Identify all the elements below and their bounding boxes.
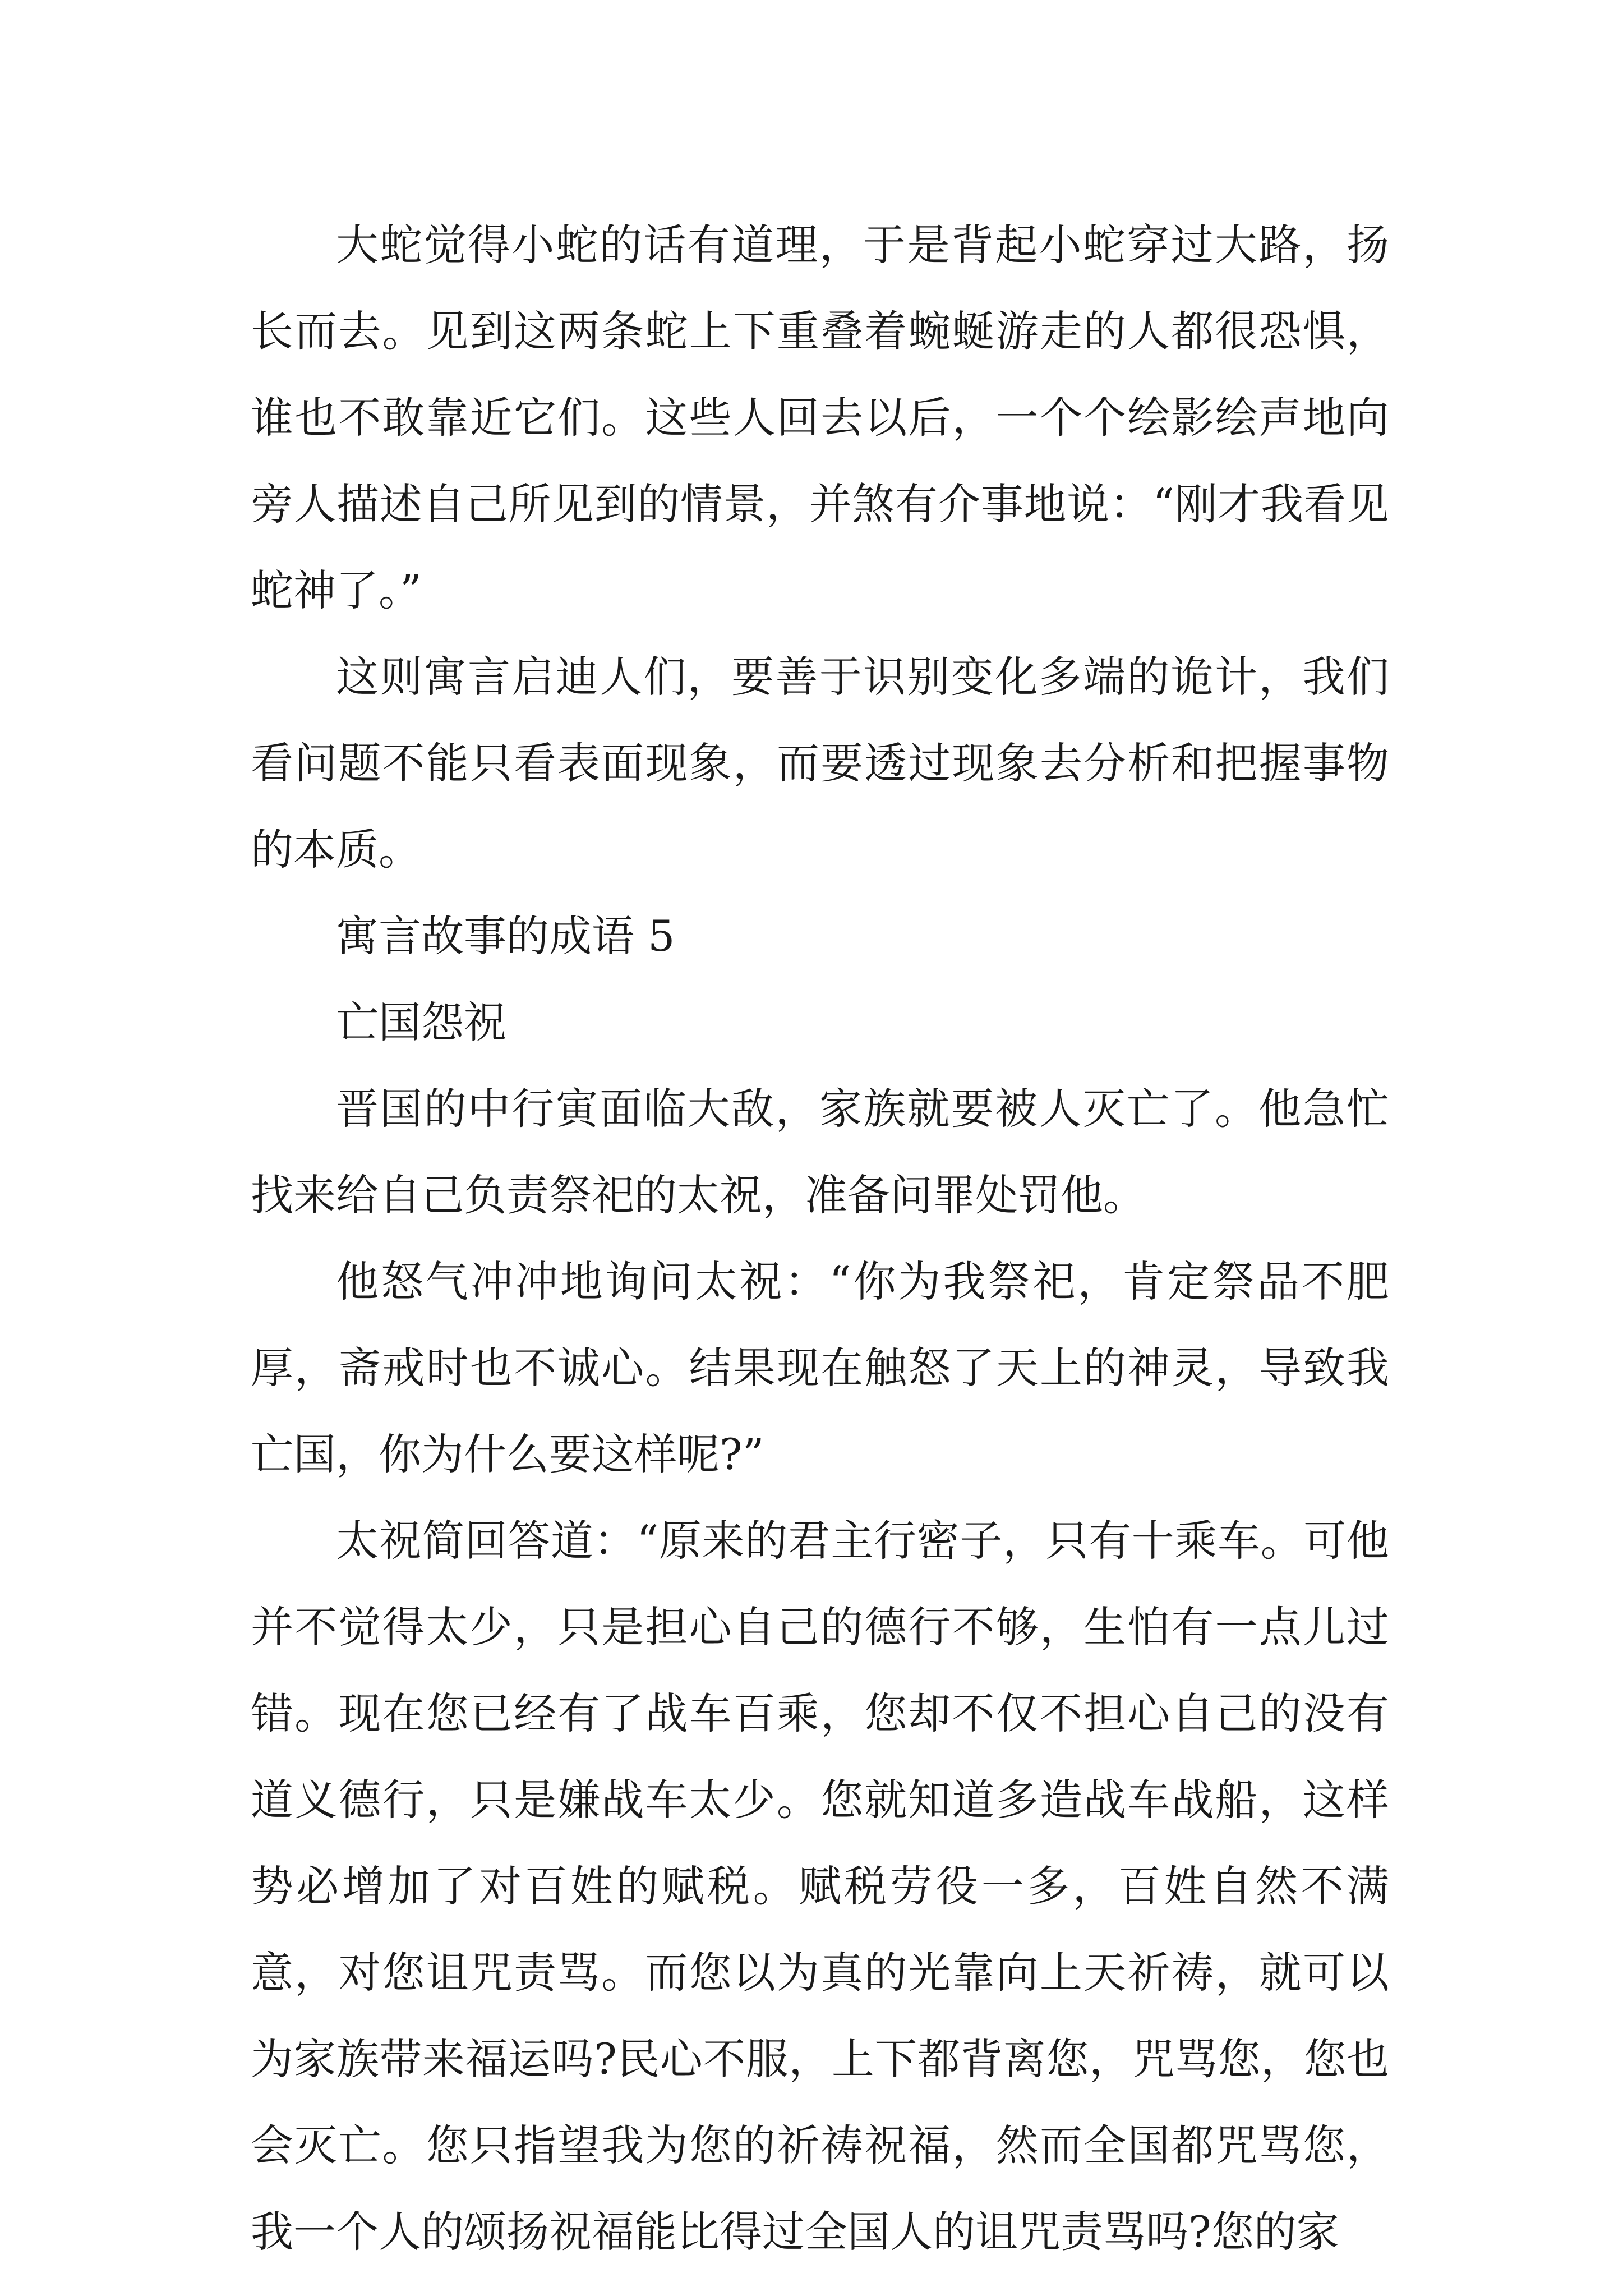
paragraph-answer: 太祝简回答道：“原来的君主行密子，只有十乘车。可他并不觉得太少，只是担心自己的德行不够，生怕有一点儿过错。现在您已经有了战车百乘，您却不仅不担心自己的没有道义德行，只是嫌战车太少。您就知道多造战车战船，这样势必增加了对百姓的赋税。赋税劳役一多，百姓自然不满意，对您诅咒责骂。而您以为真的光靠向上天祈祷，就可以为家族带来福运吗?民心不服，上下都背离您，咒骂您，您也会灭亡。您只指望我为您的祈祷祝福，然而全国都咒骂您，我一个人的颂扬祝福能比得过全国人的诅咒责骂吗?您的家 [251,1516,1389,2257]
paragraph-story-intro: 晋国的中行寅面临大敌，家族就要被人灭亡了。他急忙找来给自己负责祭祀的太祝，准备问罪处罚他。 [251,1084,1389,1220]
story-title: 亡国怨祝 [336,997,506,1047]
paragraph-moral: 这则寓言启迪人们，要善于识别变化多端的诡计，我们看问题不能只看表面现象，而要透过现象去分析和把握事物的本质。 [251,652,1389,875]
section-heading: 寓言故事的成语 5 [336,911,675,961]
paragraph-snake-story-ending: 大蛇觉得小蛇的话有道理，于是背起小蛇穿过大路，扬长而去。见到这两条蛇上下重叠着蜿蜒游走的人都很恐惧，谁也不敢靠近它们。这些人回去以后，一个个绘影绘声地向旁人描述自己所见到的情景，并煞有介事地说：“刚才我看见蛇神了。” [251,220,1389,615]
document-body [251,202,1389,2275]
paragraph-question: 他怒气冲冲地询问太祝：“你为我祭祀，肯定祭品不肥厚，斋戒时也不诚心。结果现在触怒了天上的神灵，导致我亡国，你为什么要这样呢?” [251,1257,1389,1479]
